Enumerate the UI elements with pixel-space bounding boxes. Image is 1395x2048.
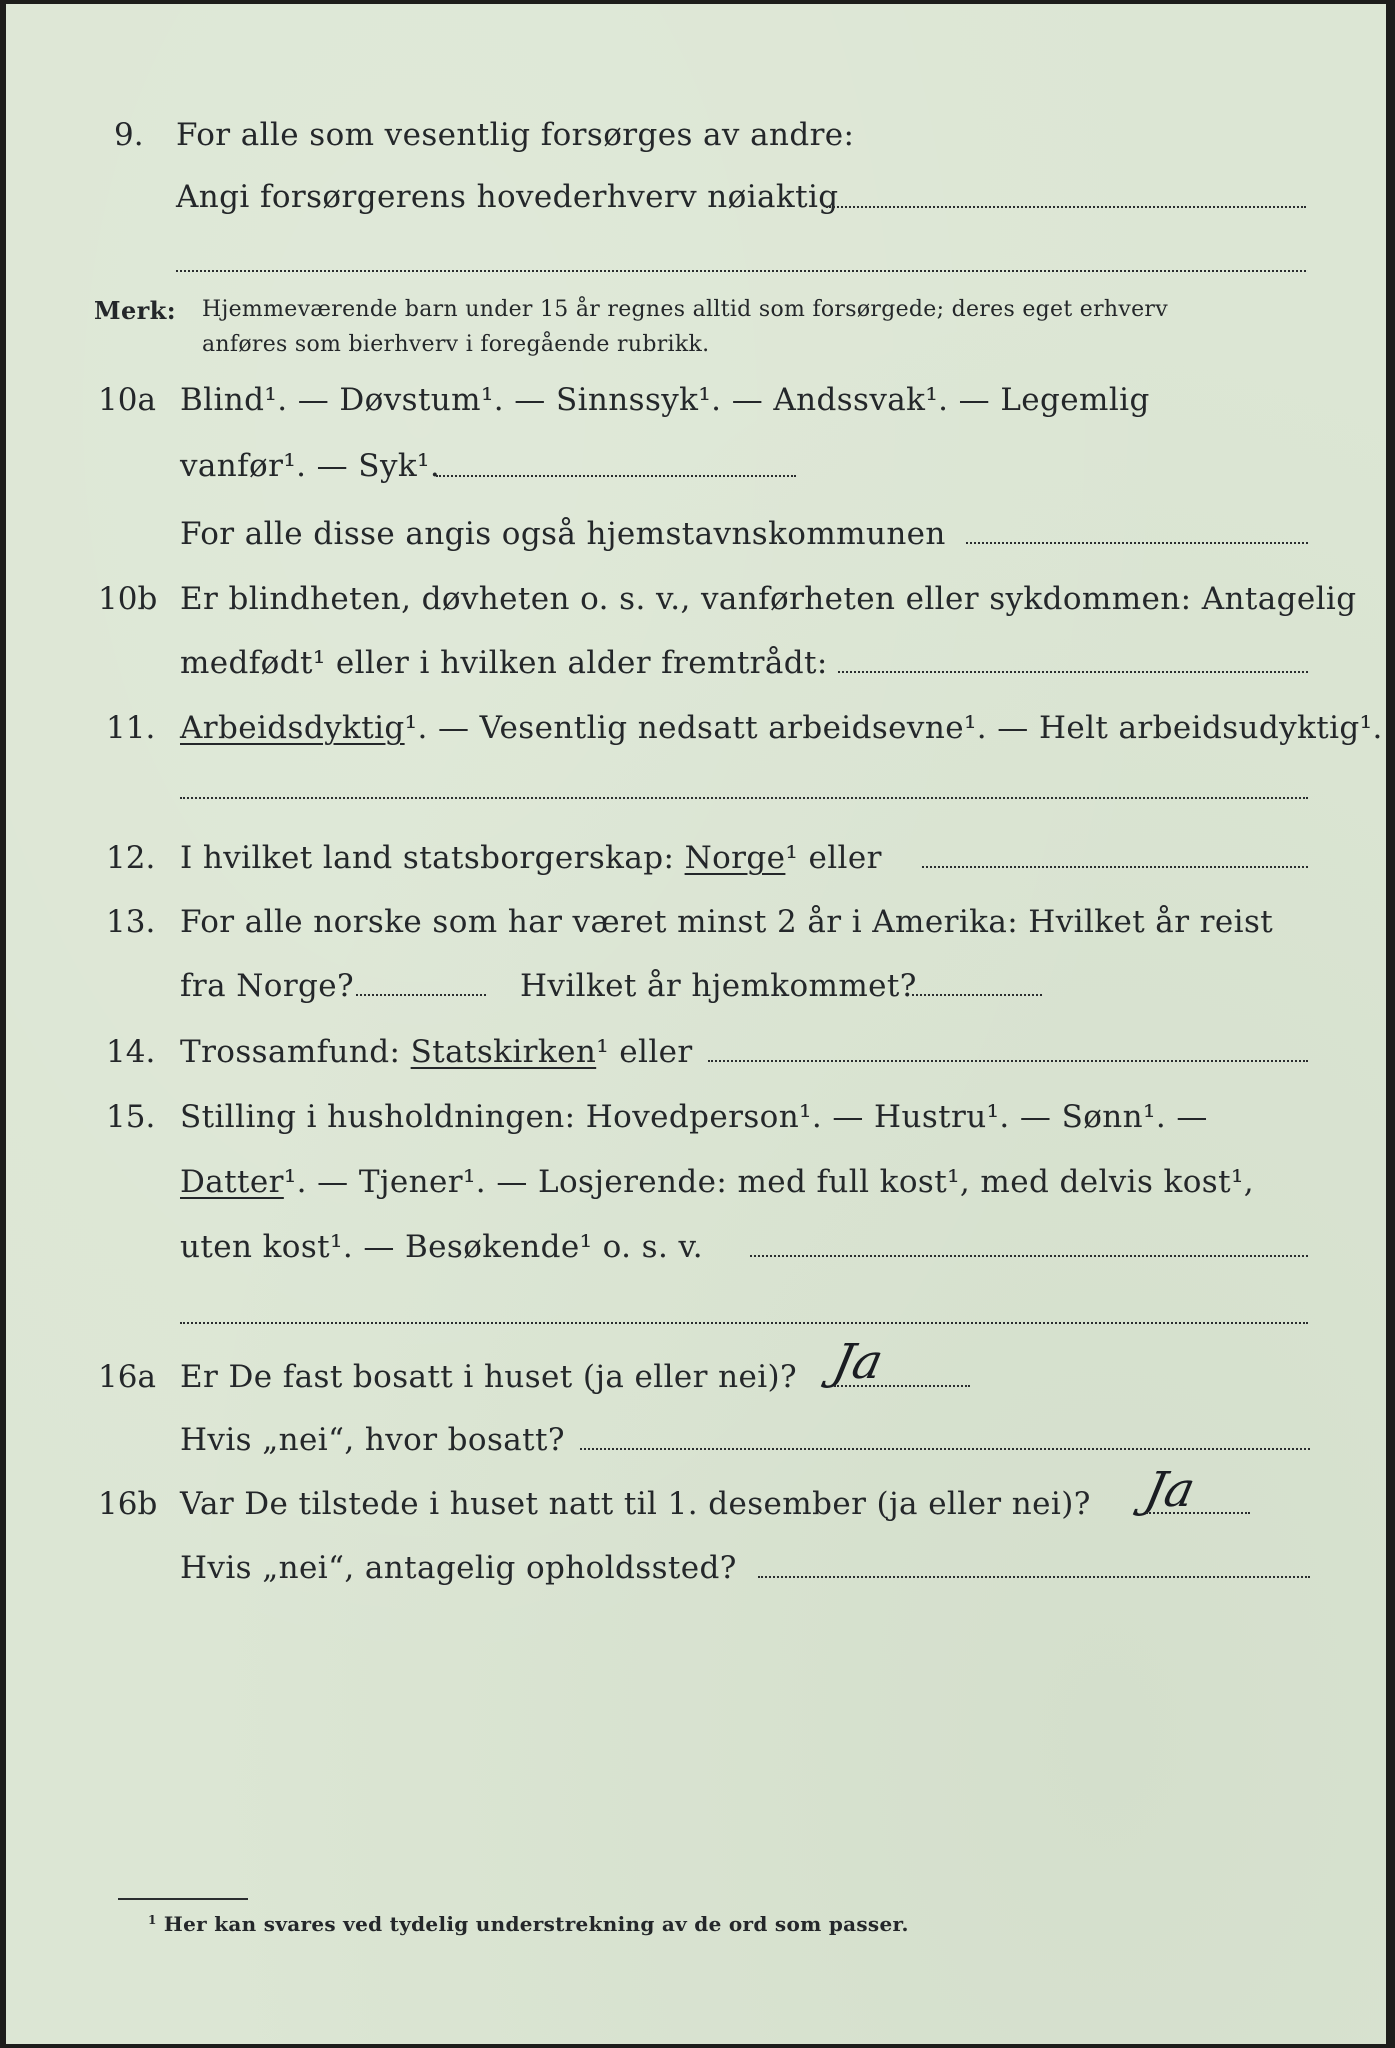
q15-number: 15. [106,1099,156,1135]
q12-before: I hvilket land statsborgerskap: [180,840,675,876]
q16a-answer-line[interactable] [834,1385,970,1387]
q9-line2: Angi forsørgerens hovederhverv nøiaktig [176,179,839,215]
q10b-number: 10b [98,581,158,617]
q9-answer-line[interactable] [826,206,1306,208]
q13-year-left-line[interactable] [356,994,486,996]
q11-line [180,710,1383,746]
q16b-number: 16b [98,1486,158,1522]
q15-line3: uten kost¹. — Besøkende¹ o. s. v. [180,1229,703,1265]
q15-option-datter[interactable]: Datter [180,1164,284,1200]
q10a-line1: Blind¹. — Døvstum¹. — Sinnssyk¹. — Andssvak¹. — Legemlig [180,382,1150,418]
q14-before: Trossamfund: [180,1034,401,1070]
footnote-divider [118,1898,248,1900]
q13-year-returned-line[interactable] [912,994,1042,996]
q13-line2a: fra Norge? [180,968,355,1004]
q14-number: 14. [106,1034,156,1070]
q16b-line1: Var De tilstede i huset natt til 1. desember (ja eller nei)? [180,1486,1091,1522]
q9-answer-line-2[interactable] [176,270,1306,272]
q16a-line1: Er De fast bosatt i huset (ja eller nei)? [180,1359,798,1395]
q14-after: ¹ eller [596,1034,693,1070]
footnote-mark: 1 [148,1912,157,1927]
q13-line1: For alle norske som har været minst 2 år i Amerika: Hvilket år reist [180,904,1274,940]
q12-after: ¹ eller [785,840,882,876]
q10a-answer-line[interactable] [436,475,796,477]
q16b-handwritten-answer: Ja [1140,1462,1200,1518]
q15-line1: Stilling i husholdningen: Hovedperson¹. — Hustru¹. — Sønn¹. — [180,1099,1208,1135]
census-form-page [6,4,1386,2044]
q14-option-statskirken[interactable]: Statskirken [410,1034,597,1070]
q14-answer-line[interactable] [708,1060,1308,1062]
q12-number: 12. [106,840,156,876]
q14-line [180,1034,693,1070]
q15-line2-rest: ¹. — Tjener¹. — Losjerende: med full kost¹, med delvis kost¹, [283,1164,1255,1200]
q11-option-arbeidsdyktig[interactable]: Arbeidsdyktig [180,710,405,746]
merk-line2: anføres som bierhverv i foregående rubrikk. [202,332,710,357]
q13-number: 13. [106,904,156,940]
q16b-answer-line[interactable] [1146,1512,1250,1514]
q11-number: 11. [106,710,156,746]
q11-answer-line[interactable] [180,797,1308,799]
q12-option-norge[interactable]: Norge [684,840,786,876]
q16b-line2: Hvis „nei“, antagelig opholdssted? [180,1550,737,1586]
q16a-where-line[interactable] [580,1448,1310,1450]
q10b-line1: Er blindheten, døvheten o. s. v., vanførheten eller sykdommen: Antagelig [180,581,1357,617]
q15-line2 [180,1164,1254,1200]
q15-answer-line-2[interactable] [180,1322,1308,1324]
merk-line1: Hjemmeværende barn under 15 år regnes alltid som forsørgede; deres eget erhverv [202,297,1168,322]
q16a-line2: Hvis „nei“, hvor bosatt? [180,1422,565,1458]
q9-line1: For alle som vesentlig forsørges av andre: [176,117,855,153]
q12-answer-line[interactable] [922,866,1308,868]
q10a-number: 10a [98,382,156,418]
q15-answer-line[interactable] [750,1255,1308,1257]
q10b-answer-line[interactable] [838,671,1308,673]
q12-line [180,840,882,876]
q13-line2b: Hvilket år hjemkommet? [520,968,917,1004]
q10b-line2: medfødt¹ eller i hvilken alder fremtrådt: [180,645,828,681]
q10a-line2: vanfør¹. — Syk¹. [180,448,441,484]
q10a-home-municipality-line[interactable] [966,542,1308,544]
q16a-handwritten-answer: Ja [828,1334,888,1390]
q11-rest: ¹. — Vesentlig nedsatt arbeidsevne¹. — Helt arbeidsudyktig¹. [404,710,1383,746]
q16b-whereabouts-line[interactable] [758,1576,1310,1578]
footnote [148,1912,909,1936]
merk-label: Merk: [94,296,176,325]
q9-number: 9. [114,117,144,153]
q16a-number: 16a [98,1359,156,1395]
footnote-text: Her kan svares ved tydelig understrekning av de ord som passer. [163,1912,909,1936]
q10a-line3: For alle disse angis også hjemstavnskommunen [180,516,946,552]
